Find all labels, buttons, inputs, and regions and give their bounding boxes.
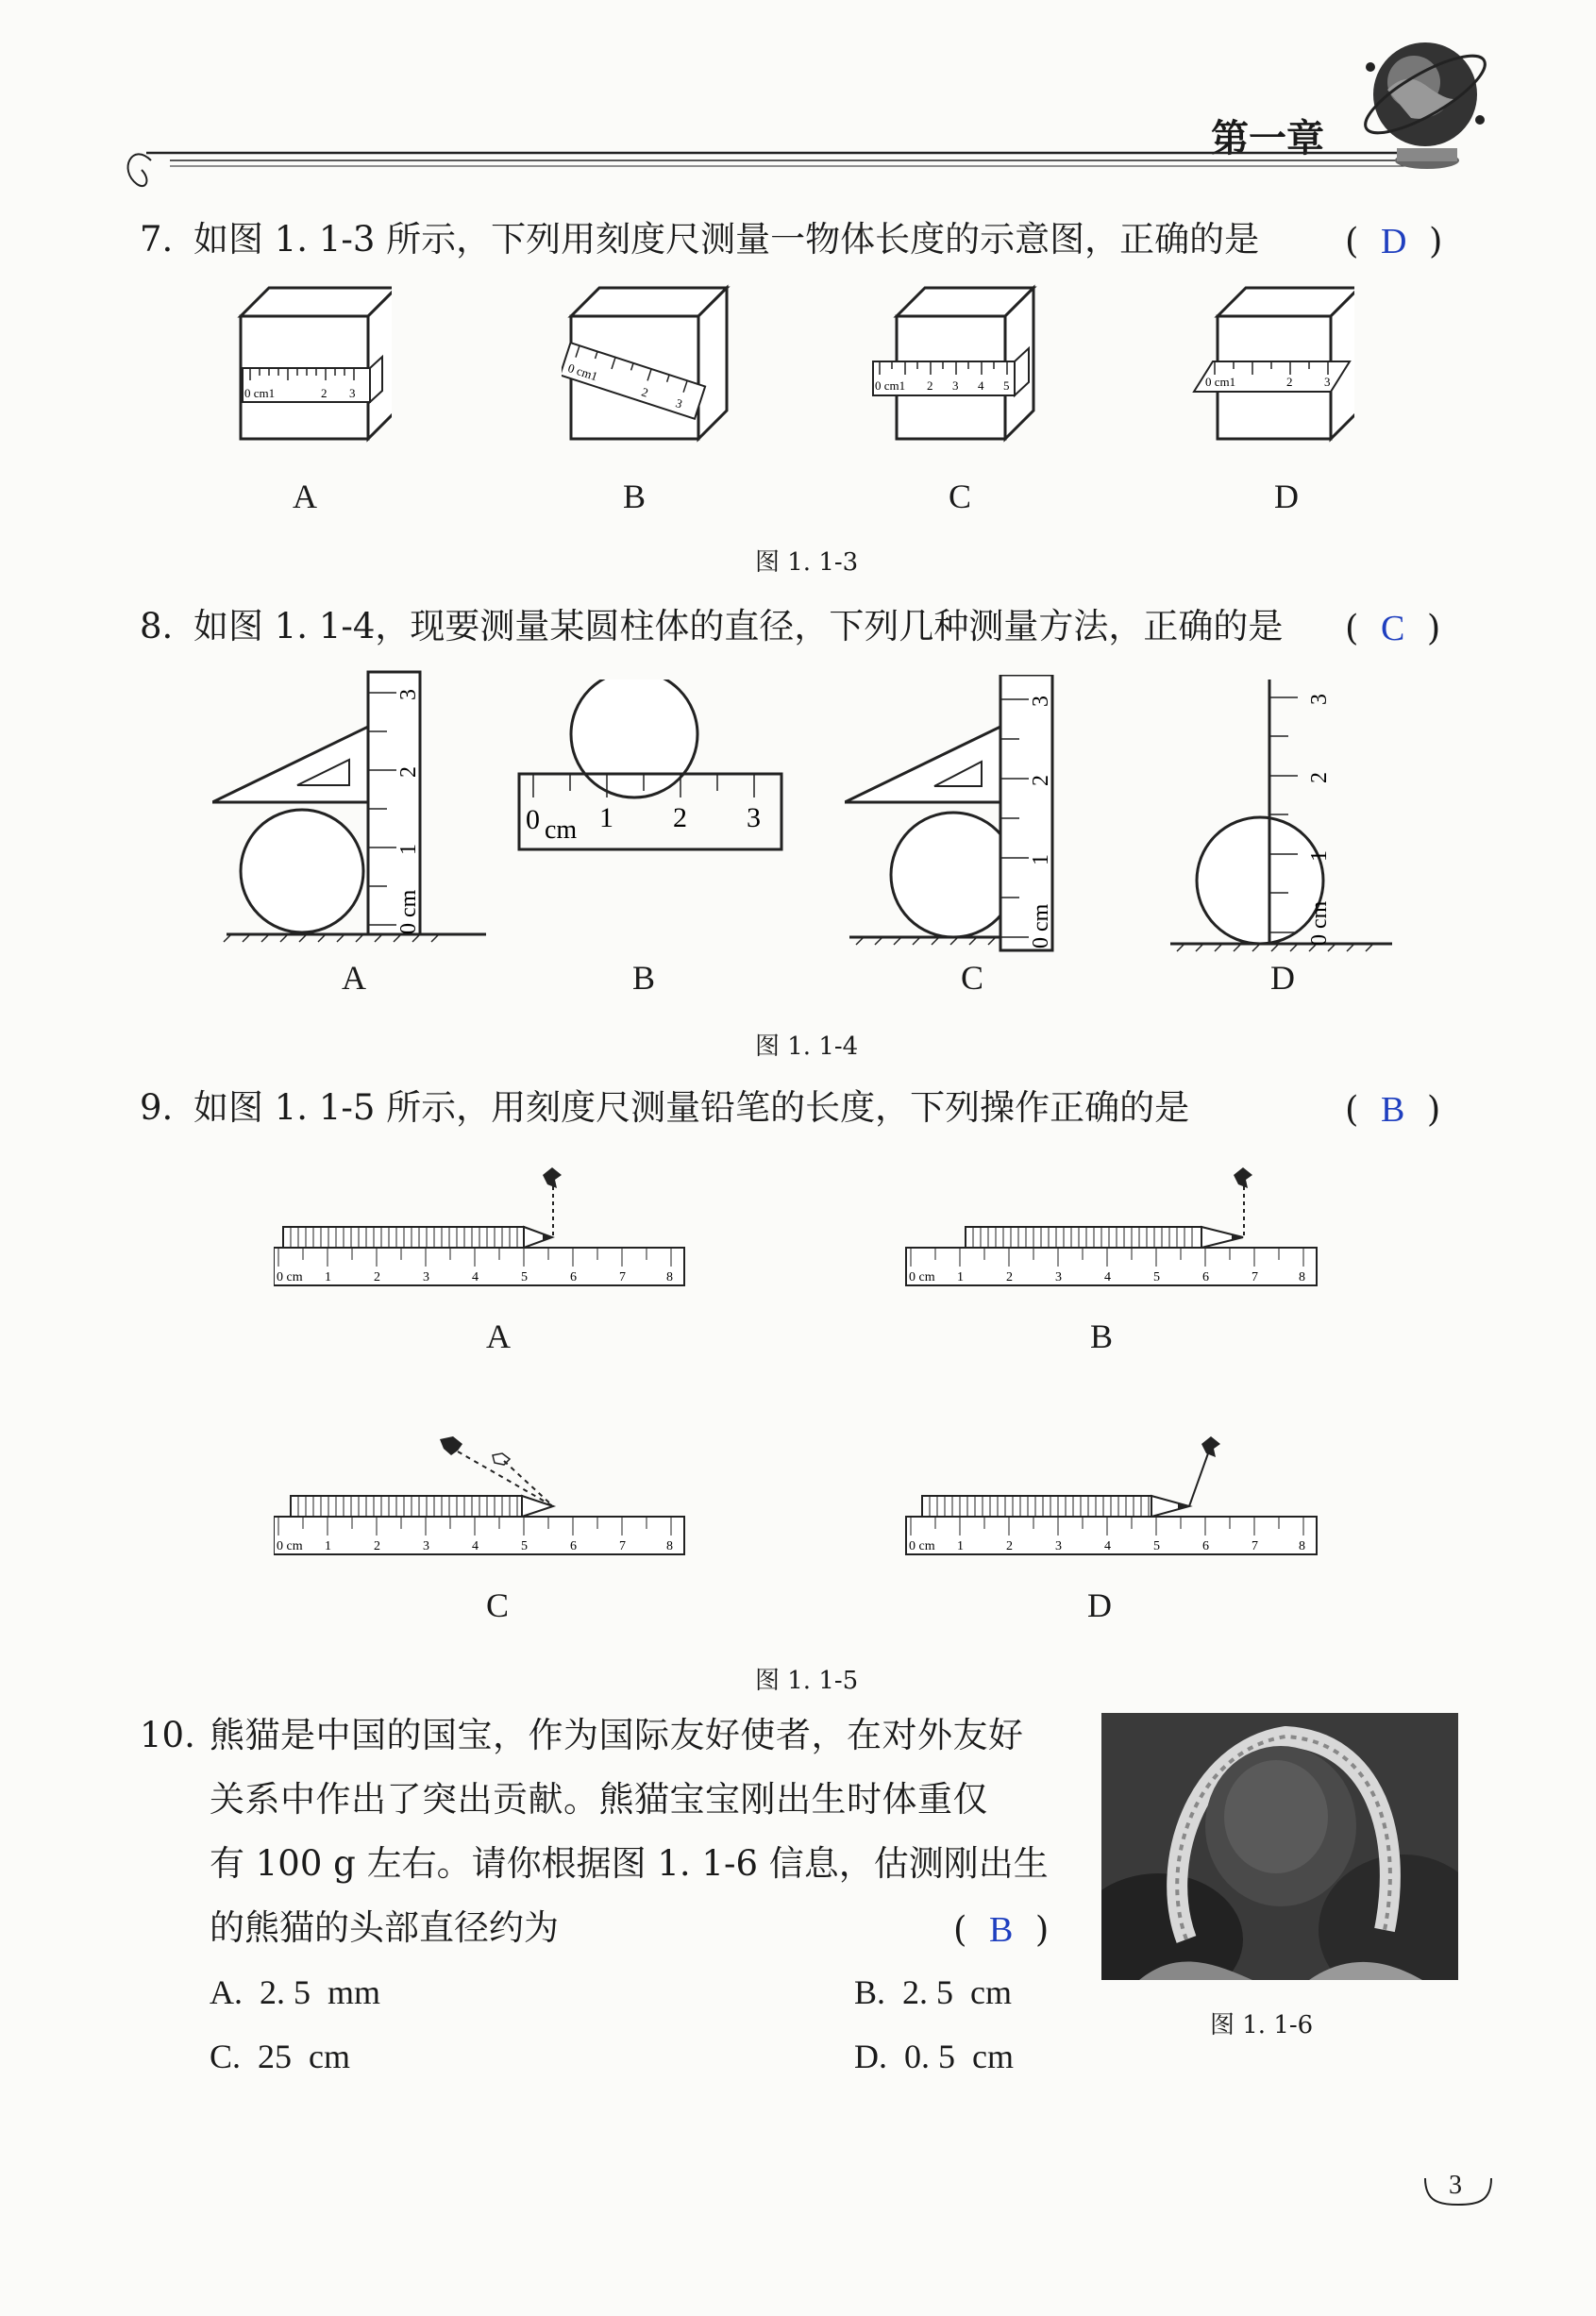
svg-text:cm: cm — [545, 815, 578, 845]
svg-text:3: 3 — [1029, 696, 1053, 707]
option-label-d: D — [1274, 478, 1299, 515]
chapter-header — [0, 0, 1596, 198]
svg-text:1: 1 — [599, 802, 613, 833]
svg-text:0: 0 — [526, 804, 540, 835]
question-line-3: 有 100 g 左右。请你根据图 1. 1-6 信息，估测刚出生 — [210, 1843, 1049, 1884]
question-7 — [0, 217, 1596, 576]
svg-text:2: 2 — [321, 386, 328, 400]
q8-figure-a — [212, 661, 496, 944]
svg-text:1: 1 — [1029, 854, 1053, 865]
svg-text:0 cm1: 0 cm1 — [244, 386, 276, 400]
svg-text:0 cm: 0 cm — [1307, 900, 1332, 946]
question-number: 10. — [140, 1715, 195, 1755]
svg-text:2: 2 — [1006, 1539, 1013, 1553]
q9-figure-d — [901, 1435, 1326, 1576]
svg-text:4: 4 — [978, 378, 984, 393]
option-label-a: A — [342, 959, 366, 997]
option-c: C. 25 cm — [210, 2038, 350, 2075]
svg-text:8: 8 — [666, 1539, 673, 1553]
question-10 — [0, 1713, 1596, 2090]
figure-caption: 图 1. 1-3 — [755, 548, 859, 577]
svg-text:8: 8 — [666, 1270, 673, 1284]
svg-text:5: 5 — [521, 1270, 528, 1284]
answer-bracket: ( D ) — [1345, 221, 1443, 261]
svg-text:0 cm: 0 cm — [396, 889, 421, 934]
q9-figure-c — [274, 1435, 698, 1576]
question-number: 8. — [140, 606, 174, 646]
svg-text:1: 1 — [1307, 850, 1332, 862]
question-8 — [0, 604, 1596, 1061]
panda-illustration — [1101, 1713, 1458, 1980]
question-line-2: 关系中作出了突出贡献。熊猫宝宝刚出生时体重仅 — [210, 1779, 988, 1820]
svg-text:0 cm: 0 cm — [1029, 903, 1053, 948]
option-label-c: C — [949, 478, 972, 515]
svg-text:7: 7 — [1252, 1270, 1258, 1284]
q7-figure-b — [562, 278, 731, 448]
svg-text:7: 7 — [619, 1539, 626, 1553]
option-a: A. 2. 5 mm — [210, 1973, 381, 2011]
q7-figure-c — [868, 278, 1038, 448]
question-text: 如图 1. 1-5 所示，用刻度尺测量铅笔的长度，下列操作正确的是 — [193, 1087, 1190, 1128]
option-d: D. 0. 5 cm — [854, 2038, 1014, 2075]
option-label-b: B — [1090, 1317, 1114, 1355]
svg-text:0 cm: 0 cm — [277, 1270, 303, 1284]
svg-text:2: 2 — [396, 766, 421, 778]
svg-text:6: 6 — [1202, 1539, 1209, 1553]
svg-text:1: 1 — [325, 1539, 331, 1553]
question-number: 9. — [140, 1087, 174, 1128]
q9-figure-b — [901, 1166, 1326, 1307]
answer-bracket: ( C ) — [1345, 608, 1441, 648]
answer-bracket: ( B ) — [953, 1909, 1050, 1950]
svg-text:2: 2 — [1006, 1270, 1013, 1284]
option-label-b: B — [623, 478, 647, 515]
panda-photo — [1101, 1713, 1458, 1980]
option-label-b: B — [632, 959, 656, 997]
svg-text:3: 3 — [1055, 1539, 1062, 1553]
chapter-title: 第一章 — [1211, 116, 1324, 160]
globe-icon — [1359, 33, 1491, 175]
answer-mark: C — [1380, 609, 1405, 648]
svg-text:5: 5 — [521, 1539, 528, 1553]
svg-text:1: 1 — [957, 1539, 964, 1553]
svg-text:0 cm: 0 cm — [277, 1539, 303, 1553]
svg-text:3: 3 — [1324, 375, 1331, 389]
question-line-4: 的熊猫的头部直径约为 — [210, 1907, 559, 1948]
answer-mark: B — [1380, 1090, 1405, 1130]
q9-figure-a — [274, 1166, 698, 1307]
q7-figure-a — [231, 278, 392, 448]
svg-text:3: 3 — [1307, 694, 1332, 705]
svg-text:2: 2 — [1286, 375, 1293, 389]
svg-text:3: 3 — [349, 386, 356, 400]
q8-figure-d — [1166, 680, 1402, 963]
figure-caption: 图 1. 1-4 — [755, 1032, 859, 1061]
answer-mark: B — [988, 1910, 1014, 1950]
svg-text:0 cm1: 0 cm1 — [875, 378, 906, 393]
svg-text:0 cm1: 0 cm1 — [565, 361, 600, 384]
svg-text:5: 5 — [1003, 378, 1010, 393]
answer-mark: D — [1380, 222, 1407, 261]
svg-text:2: 2 — [639, 384, 650, 400]
page-number-badge — [1420, 2169, 1496, 2207]
svg-text:1: 1 — [957, 1270, 964, 1284]
option-label-a: A — [486, 1317, 511, 1355]
svg-text:3: 3 — [747, 802, 761, 833]
svg-text:7: 7 — [1252, 1539, 1258, 1553]
svg-text:3: 3 — [396, 689, 421, 700]
svg-text:4: 4 — [472, 1270, 479, 1284]
option-label-c: C — [961, 959, 984, 997]
header-rule — [113, 132, 1453, 198]
svg-text:7: 7 — [619, 1270, 626, 1284]
svg-text:0 cm: 0 cm — [909, 1539, 935, 1553]
question-text: 如图 1. 1-3 所示，下列用刻度尺测量一物体长度的示意图，正确的是 — [193, 219, 1260, 260]
svg-text:4: 4 — [472, 1539, 479, 1553]
svg-text:3: 3 — [423, 1539, 429, 1553]
page-number: 3 — [1449, 2171, 1462, 2200]
svg-text:2: 2 — [1029, 775, 1053, 786]
svg-text:6: 6 — [1202, 1270, 1209, 1284]
svg-text:3: 3 — [1055, 1270, 1062, 1284]
question-number: 7. — [140, 219, 174, 260]
svg-text:2: 2 — [927, 378, 933, 393]
q8-figure-c — [845, 675, 1118, 958]
question-line-1: 熊猫是中国的国宝，作为国际友好使者，在对外友好 — [210, 1715, 1024, 1755]
option-b: B. 2. 5 cm — [854, 1973, 1012, 2011]
svg-text:3: 3 — [423, 1270, 429, 1284]
option-label-d: D — [1270, 959, 1295, 997]
option-label-d: D — [1087, 1586, 1112, 1624]
svg-text:2: 2 — [374, 1539, 380, 1553]
svg-text:8: 8 — [1299, 1270, 1305, 1284]
answer-bracket: ( B ) — [1345, 1089, 1441, 1130]
figure-caption: 图 1. 1-5 — [755, 1667, 859, 1695]
question-9 — [0, 1085, 1596, 1699]
q8-figure-b — [514, 680, 788, 878]
svg-text:6: 6 — [570, 1270, 577, 1284]
svg-text:2: 2 — [673, 802, 687, 833]
svg-text:3: 3 — [674, 395, 684, 411]
svg-text:8: 8 — [1299, 1539, 1305, 1553]
svg-text:2: 2 — [1307, 772, 1332, 783]
svg-text:5: 5 — [1153, 1270, 1160, 1284]
svg-text:4: 4 — [1104, 1270, 1111, 1284]
q7-figure-d — [1184, 278, 1354, 448]
svg-text:3: 3 — [952, 378, 959, 393]
option-label-a: A — [293, 478, 317, 515]
question-text: 如图 1. 1-4，现要测量某圆柱体的直径，下列几种测量方法，正确的是 — [193, 606, 1284, 646]
svg-text:2: 2 — [374, 1270, 380, 1284]
figure-caption: 图 1. 1-6 — [1210, 2011, 1314, 2039]
svg-text:0 cm1: 0 cm1 — [1205, 375, 1236, 389]
svg-text:4: 4 — [1104, 1539, 1111, 1553]
option-label-c: C — [486, 1586, 510, 1624]
svg-text:0 cm: 0 cm — [909, 1270, 935, 1284]
svg-text:1: 1 — [396, 844, 421, 855]
svg-text:6: 6 — [570, 1539, 577, 1553]
svg-text:1: 1 — [325, 1270, 331, 1284]
svg-text:5: 5 — [1153, 1539, 1160, 1553]
